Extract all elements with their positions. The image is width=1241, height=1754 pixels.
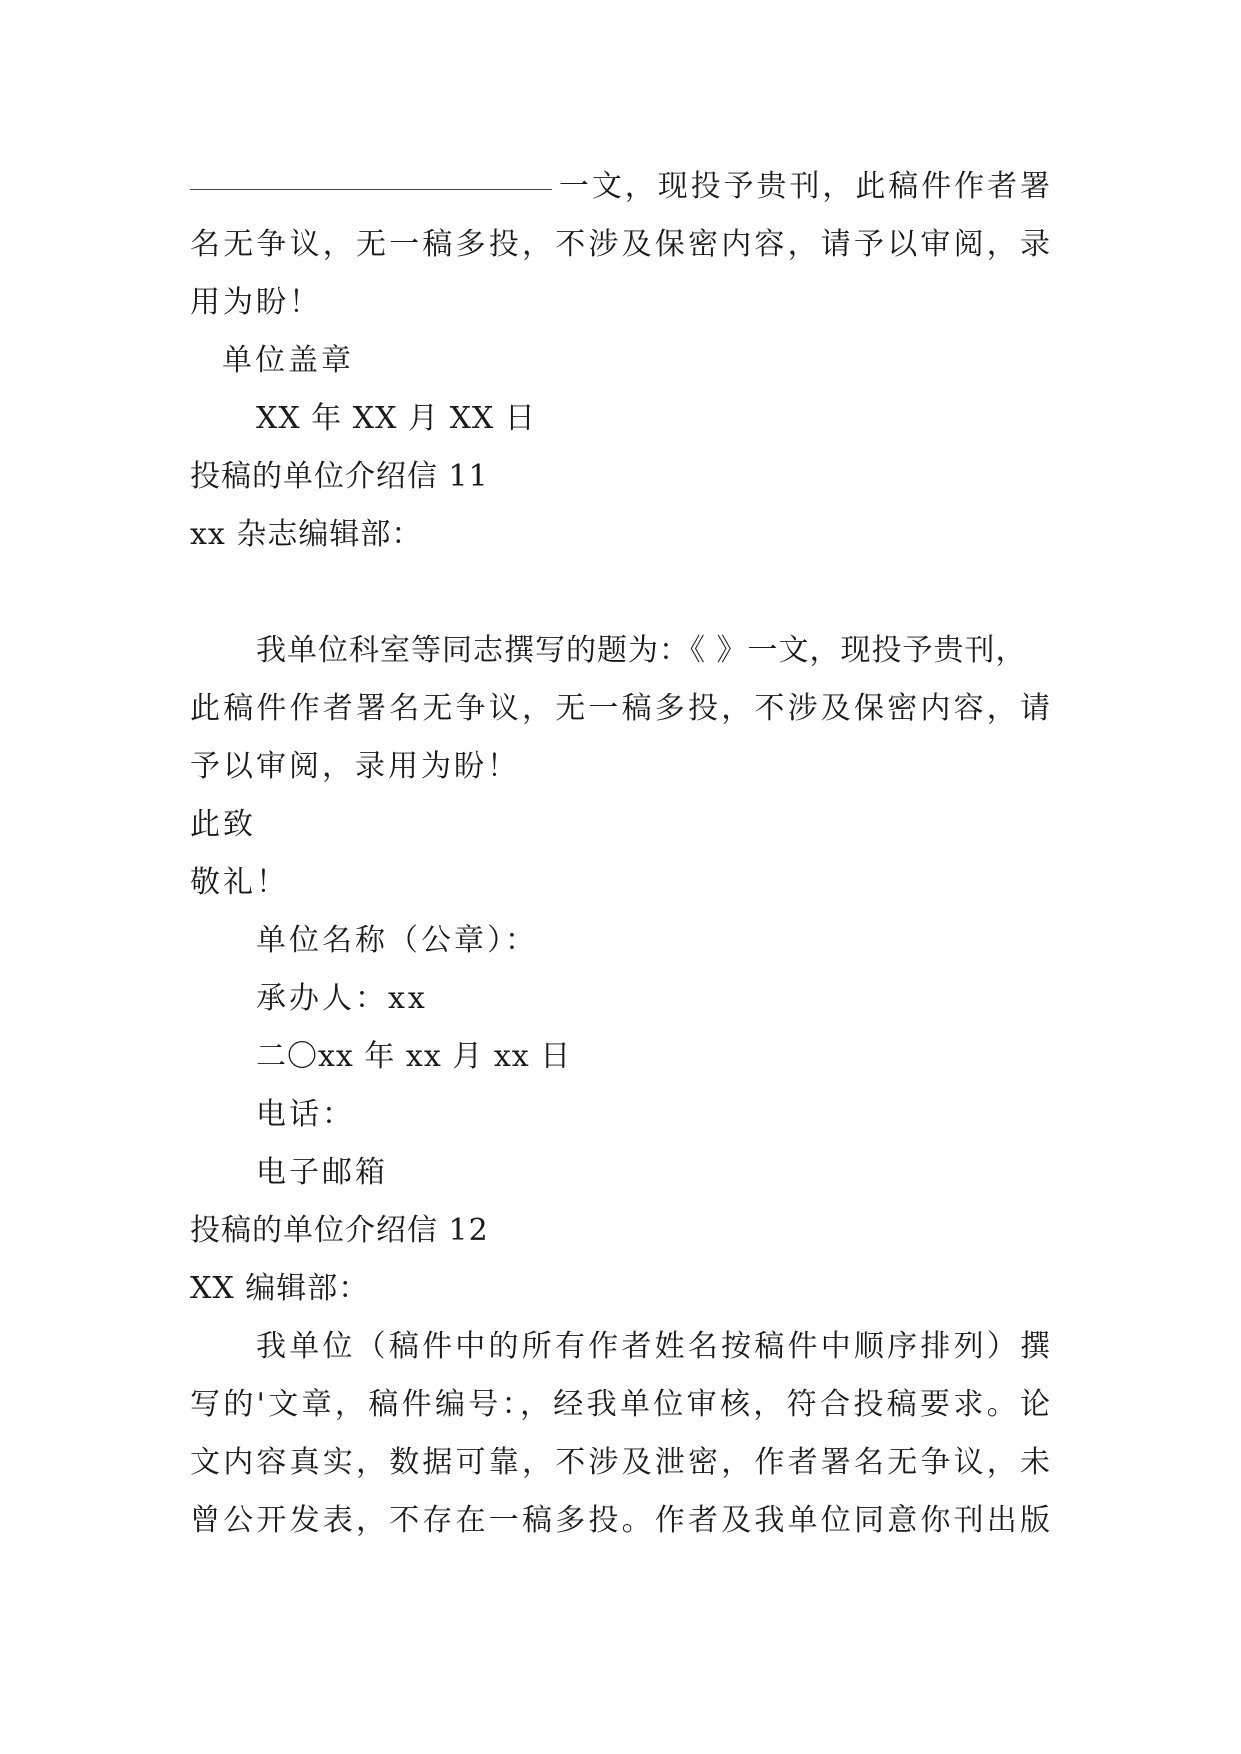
body2-line-3: 文内容真实，数据可靠，不涉及泄密，作者署名无争议，未 — [190, 1445, 1050, 1480]
title-blank-underline — [190, 159, 552, 190]
body-line-2: 此稿件作者署名无争议，无一稿多投，不涉及保密内容，请 — [190, 691, 1050, 726]
seal-line: 单位盖章 — [222, 343, 354, 378]
salutation-line: xx 杂志编辑部： — [190, 517, 423, 552]
closing-line-2: 敬礼！ — [190, 865, 289, 900]
unit-name-line: 单位名称（公章）： — [256, 923, 538, 958]
text-line-1-rest: 一文，现投予贵刊，此稿件作者署 — [556, 169, 1050, 204]
text-line-3: 用为盼！ — [190, 285, 322, 320]
handler-line: 承办人：xx — [256, 981, 428, 1016]
body2-line-2: 写的'文章，稿件编号：，经我单位审核，符合投稿要求。论 — [190, 1387, 1050, 1422]
date-line: XX 年 XX 月 XX 日 — [256, 401, 536, 436]
text-line-2: 名无争议，无一稿多投，不涉及保密内容，请予以审阅，录 — [190, 227, 1050, 262]
section-heading-11: 投稿的单位介绍信 11 — [190, 459, 489, 494]
body-line-3: 予以审阅，录用为盼！ — [190, 749, 520, 784]
body2-line-1: 我单位（稿件中的所有作者姓名按稿件中顺序排列）撰 — [256, 1329, 1050, 1364]
signature-date-line: 二〇xx 年 xx 月 xx 日 — [256, 1039, 572, 1074]
email-line: 电子邮箱 — [256, 1155, 388, 1190]
phone-line: 电话： — [256, 1097, 355, 1132]
section-heading-12: 投稿的单位介绍信 12 — [190, 1213, 489, 1248]
text-line-1 — [190, 158, 1050, 216]
salutation-line-2: XX 编辑部： — [190, 1271, 370, 1306]
body2-line-4: 曾公开发表，不存在一稿多投。作者及我单位同意你刊出版 — [190, 1503, 1050, 1538]
closing-line-1: 此致 — [190, 807, 256, 842]
body-line-1: 我单位科室等同志撰写的题为：《 》一文，现投予贵刊， — [256, 633, 1027, 668]
